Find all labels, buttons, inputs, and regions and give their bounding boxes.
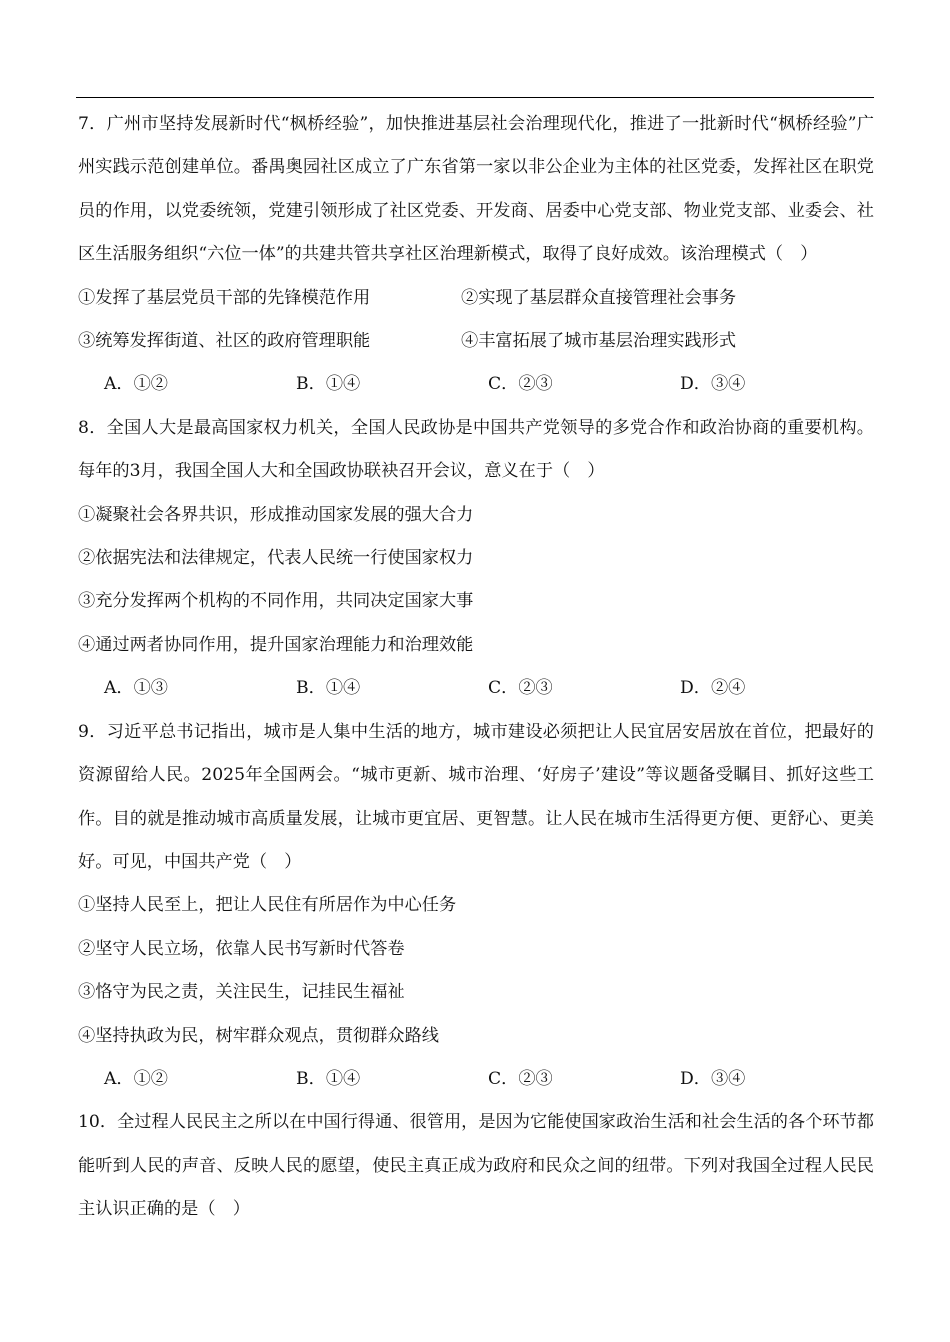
statement-option: ④丰富拓展了城市基层治理实践形式 — [461, 331, 737, 352]
statement-row — [78, 277, 874, 320]
statement-option: ②依据宪法和法律规定，代表人民统一行使国家权力 — [78, 548, 474, 569]
answer-choice-d[interactable]: D．③④ — [680, 374, 746, 395]
statement-option: ③充分发挥两个机构的不同作用，共同决定国家大事 — [78, 591, 474, 612]
answer-choices — [78, 667, 874, 710]
statement-option: ①发挥了基层党员干部的先锋模范作用 — [78, 287, 371, 308]
statement-option: ①凝聚社会各界共识，形成推动国家发展的强大合力 — [78, 504, 474, 525]
question-stem: 8．全国人大是最高国家权力机关，全国人民政协是中国共产党领导的多党合作和政治协商的重要机构。每年的3月，我国全国人大和全国政协联袂召开会议，意义在于（ ） — [78, 417, 874, 482]
statement-option: ④通过两者协同作用，提升国家治理能力和治理效能 — [78, 634, 474, 655]
question-7 — [78, 103, 874, 407]
answer-choice-b[interactable]: B．①④ — [296, 374, 361, 395]
answer-choice-c[interactable]: C．②③ — [488, 678, 553, 699]
question-10 — [78, 1101, 874, 1231]
statement-option: ②坚守人民立场，依靠人民书写新时代答卷 — [78, 938, 405, 959]
answer-choice-a[interactable]: A．①② — [104, 374, 168, 395]
answer-choices — [78, 1058, 874, 1101]
answer-choice-d[interactable]: D．③④ — [680, 1068, 746, 1089]
question-8 — [78, 407, 874, 711]
answer-choice-a[interactable]: A．①③ — [104, 678, 168, 699]
header-rule — [76, 97, 874, 98]
question-9 — [78, 711, 874, 1102]
answer-choice-b[interactable]: B．①④ — [296, 678, 361, 699]
statement-row — [78, 320, 874, 363]
question-stem: 10．全过程人民民主之所以在中国行得通、很管用，是因为它能使国家政治生活和社会生活的各个环节都能听到人民的声音、反映人民的愿望，使民主真正成为政府和民众之间的纽带。下列对我国全过程人民民主认识正确的是（ ） — [78, 1112, 874, 1220]
statement-option: ③恪守为民之责，关注民生，记挂民生福祉 — [78, 982, 405, 1003]
answer-choices — [78, 363, 874, 406]
answer-choice-d[interactable]: D．②④ — [680, 678, 746, 699]
statement-option: ④坚持执政为民，树牢群众观点，贯彻群众路线 — [78, 1025, 439, 1046]
statement-option: ③统筹发挥街道、社区的政府管理职能 — [78, 331, 371, 352]
statement-option: ②实现了基层群众直接管理社会事务 — [461, 287, 737, 308]
exam-content — [78, 103, 874, 1232]
question-stem: 9．习近平总书记指出，城市是人集中生活的地方，城市建设必须把让人民宜居安居放在首位，把最好的资源留给人民。2025年全国两会。“城市更新、城市治理、‘好房子’建设”等议题备受瞩目、抓好这些工作。目的就是推动城市高质量发展，让城市更宜居、更智慧。让人民在城市生活得更方便、更舒心、更美好。可见，中国共产党（ ） — [78, 721, 874, 872]
question-stem: 7．广州市坚持发展新时代“枫桥经验”，加快推进基层社会治理现代化，推进了一批新时代“枫桥经验”广州实践示范创建单位。番禺奥园社区成立了广东省第一家以非公企业为主体的社区党委，发挥社区在职党员的作用，以党委统领，党建引领形成了社区党委、开发商、居委中心党支部、物业党支部、业委会、社区生活服务组织“六位一体”的共建共管共享社区治理新模式，取得了良好成效。该治理模式（ ） — [78, 114, 874, 265]
answer-choice-c[interactable]: C．②③ — [488, 374, 553, 395]
statement-option: ①坚持人民至上，把让人民住有所居作为中心任务 — [78, 895, 457, 916]
answer-choice-c[interactable]: C．②③ — [488, 1068, 553, 1089]
answer-choice-a[interactable]: A．①② — [104, 1068, 168, 1089]
answer-choice-b[interactable]: B．①④ — [296, 1068, 361, 1089]
